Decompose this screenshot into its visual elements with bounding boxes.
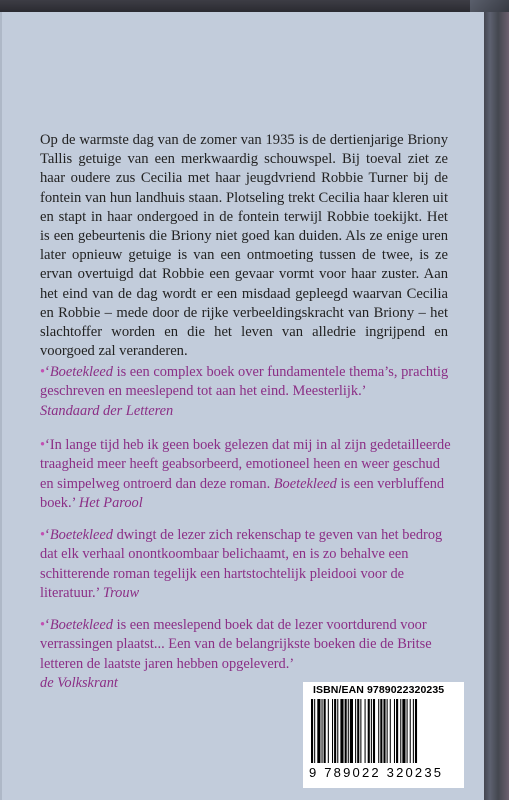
barcode-area bbox=[303, 682, 464, 788]
review-standaard: •‘Boetekleed is een complex boek over fundamentele thema’s, prachtig geschreven en meeslepend tot aan het eind. Meesterlijk.’ Standaard der Letteren bbox=[40, 364, 449, 419]
book-title: Boetekleed bbox=[273, 475, 337, 492]
barcode-digits: 9 789022 320235 bbox=[309, 765, 444, 780]
isbn-label: ISBN/EAN 9789022320235 bbox=[313, 684, 445, 696]
review-source: de Volkskrant bbox=[40, 674, 118, 691]
review-text: is een meeslepend boek dat de lezer voortdurend voor verrassingen plaatst... Een van de belangrijkste boeken die de Britse letteren de laatste jaren hebben opgeleverd.’ bbox=[40, 617, 432, 672]
book-title: Boetekleed bbox=[49, 364, 113, 380]
barcode-icon bbox=[311, 699, 457, 763]
book-title: Boetekleed bbox=[49, 617, 113, 633]
review-text: is een verbluffend boek.’ bbox=[40, 475, 445, 511]
review-source: Trouw bbox=[102, 584, 140, 601]
review-parool bbox=[40, 436, 452, 513]
review-trouw: •‘Boetekleed dwingt de lezer zich rekenschap te geven van het bedrog dat elk verhaal onontkoombaar belichaamt, en is zo behalve een schitterende roman tegelijk een hartstochtelijk pleidooi voor de literatuur.’ Trouw bbox=[40, 527, 443, 601]
book-spine bbox=[482, 12, 509, 800]
review-bullet: • bbox=[40, 364, 46, 380]
review-bullet: • bbox=[40, 437, 46, 453]
review-text: is een complex boek over fundamentele thema’s, prachtig geschreven en meeslepend tot aan het eind. Meesterlijk.’ bbox=[40, 364, 449, 400]
review-bullet: • bbox=[40, 527, 46, 543]
review-text: dwingt de lezer zich rekenschap te geven van het bedrog dat elk verhaal onontkoombaar belichaamt, en is zo behalve een schitterende roman tegelijk een hartstochtelijk pleidooi voor de literatuur.’ bbox=[40, 527, 443, 601]
review-bullet: • bbox=[40, 617, 46, 633]
book-title: Boetekleed bbox=[49, 527, 113, 543]
review-text: ‘In lange tijd heb ik geen boek gelezen dat mij in al zijn gedetailleerde traagheid meer heeft geabsorbeerd, emotioneel heen en weer geschud en simpelweg ontroerd dan deze roman. bbox=[40, 437, 451, 492]
review-source: Standaard der Letteren bbox=[40, 402, 174, 419]
review-volkskrant: •‘Boetekleed is een meeslepend boek dat de lezer voortdurend voor verrassingen plaatst... Een van de belangrijkste boeken die de Britse letteren de laatste jaren hebben opgeleverd.’ de Volkskrant bbox=[40, 617, 432, 691]
review-source: Het Parool bbox=[78, 494, 143, 511]
synopsis-text: Op de warmste dag van de zomer van 1935 is de dertienjarige Briony Tallis getuige van een merkwaardig schouwspel. Bij toeval ziet ze haar oudere zus Cecilia met haar jeugdvriend Robbie Turner bij de fontein van hun landhuis staan. Plotseling trekt Cecilia haar kleren uit en stapt in haar ondergoed in de fontein terwijl Robbie toekijkt. Het is een gebeurtenis die Briony niet goed kan duiden. Als ze enige uren later opnieuw getuige is van een ontmoeting tussen de twee, is ze ervan overtuigd dat Robbie een gevaar vormt voor haar zuster. Aan het eind van de dag wordt er een misdaad gepleegd waarvan Cecilia en Robbie – mede door de rijke verbeeldingskracht van Briony – het slachtoffer worden en die het leven van alledrie ingrijpend en voorgoed zal veranderen. bbox=[40, 132, 448, 360]
